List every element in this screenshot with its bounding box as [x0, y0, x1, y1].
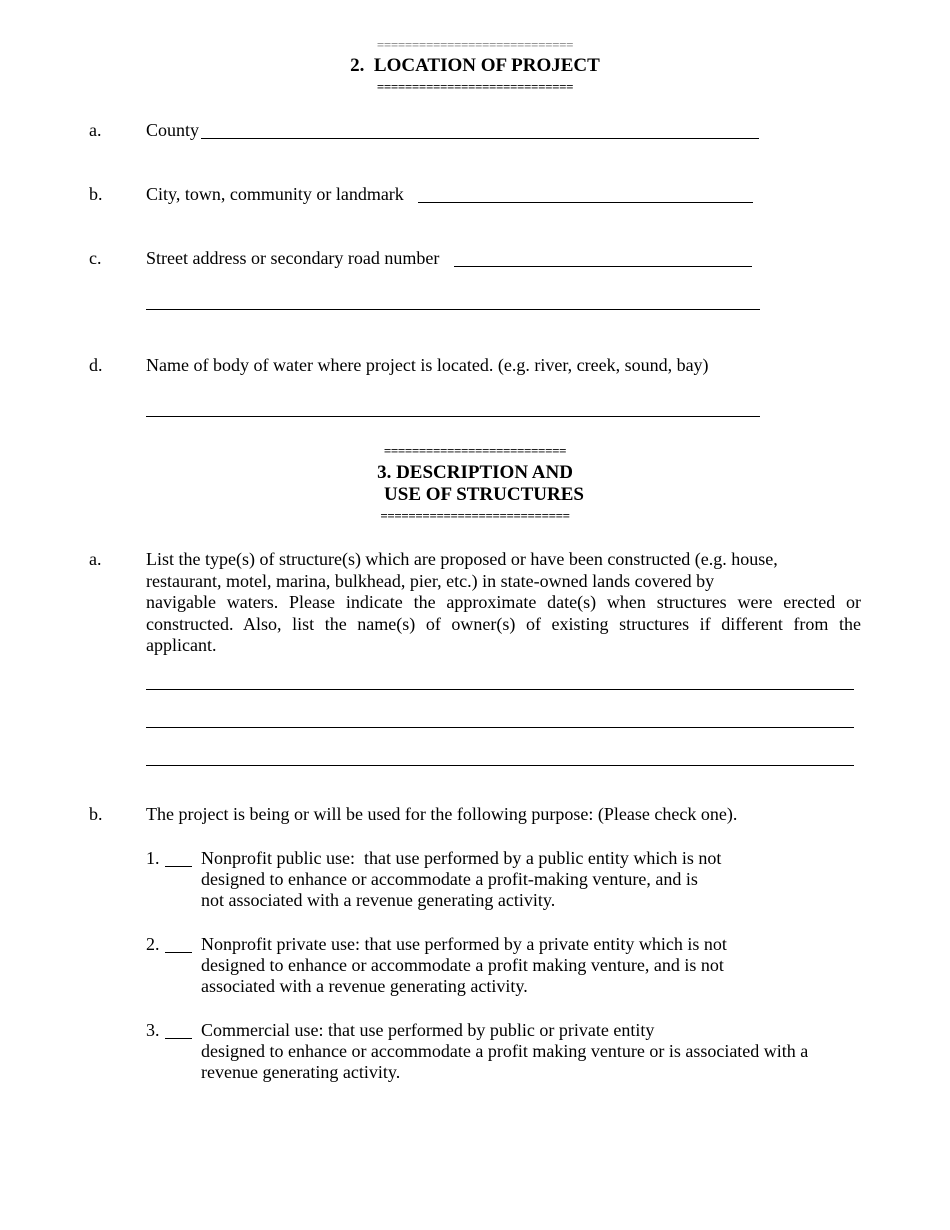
street-label: Street address or secondary road number [146, 248, 440, 268]
item-3b-letter: b. [89, 804, 103, 824]
county-field[interactable] [201, 138, 759, 139]
city-field[interactable] [418, 202, 753, 203]
item-d-letter: d. [89, 355, 103, 375]
county-label: County [146, 120, 200, 140]
option-2-line: designed to enhance or accommodate a profit making venture, and is not [201, 955, 724, 975]
option-1-line: Nonprofit public use: that use performed by a public entity which is not [201, 848, 722, 868]
section3-divider-bottom: =========================== [380, 509, 570, 522]
option-2-line: Nonprofit private use: that use performed by a private entity which is not [201, 934, 727, 954]
section2-divider-bottom: ============================ [376, 80, 574, 93]
city-label: City, town, community or landmark [146, 184, 404, 204]
item-a-letter: a. [89, 120, 102, 140]
water-body-field[interactable] [146, 416, 760, 417]
structures-instructions-line: restaurant, motel, marina, bulkhead, pier, etc.) in state-owned lands covered by [146, 570, 715, 591]
structures-instructions [146, 549, 861, 657]
option-2-checkbox-blank[interactable] [165, 952, 192, 953]
option-3-number: 3. [146, 1020, 160, 1040]
option-3-line: Commercial use: that use performed by public or private entity [201, 1020, 655, 1040]
option-3-line: revenue generating activity. [201, 1062, 401, 1082]
purpose-intro: The project is being or will be used for the following purpose: (Please check one). [146, 804, 738, 824]
item-c-letter: c. [89, 248, 102, 268]
water-body-label: Name of body of water where project is located. (e.g. river, creek, sound, bay) [146, 355, 709, 375]
structures-instructions-line: List the type(s) of structure(s) which are proposed or have been constructed (e.g. house, [146, 549, 778, 569]
option-1-checkbox-blank[interactable] [165, 866, 192, 867]
item-b-letter: b. [89, 184, 103, 204]
structures-instructions-line: constructed. Also, list the name(s) of owner(s) of existing structures if different from the [146, 613, 861, 634]
option-3-line: designed to enhance or accommodate a profit making venture or is associated with a [201, 1041, 809, 1061]
structures-answer-line-3[interactable] [146, 765, 854, 766]
section2-title: 2. LOCATION OF PROJECT [350, 55, 600, 76]
item-3a-letter: a. [89, 549, 102, 569]
street-field-line2[interactable] [146, 309, 760, 310]
structures-instructions-line: navigable waters. Please indicate the approximate date(s) when structures were erected or [146, 592, 861, 612]
section3-title-line2: USE OF STRUCTURES [384, 484, 584, 505]
section3-title-line1: 3. DESCRIPTION AND [377, 462, 573, 483]
option-3-checkbox-blank[interactable] [165, 1038, 192, 1039]
option-1-line: not associated with a revenue generating activity. [201, 890, 556, 910]
option-1-number: 1. [146, 848, 160, 868]
option-2-line: associated with a revenue generating activity. [201, 976, 528, 996]
street-field[interactable] [454, 266, 752, 267]
structures-answer-line-1[interactable] [146, 689, 854, 690]
option-1-line: designed to enhance or accommodate a profit-making venture, and is [201, 869, 698, 889]
section2-divider-top: ============================ [376, 38, 574, 51]
option-2-number: 2. [146, 934, 160, 954]
section3-divider-top: ========================== [383, 444, 567, 457]
structures-instructions-line: applicant. [146, 635, 217, 655]
structures-answer-line-2[interactable] [146, 727, 854, 728]
